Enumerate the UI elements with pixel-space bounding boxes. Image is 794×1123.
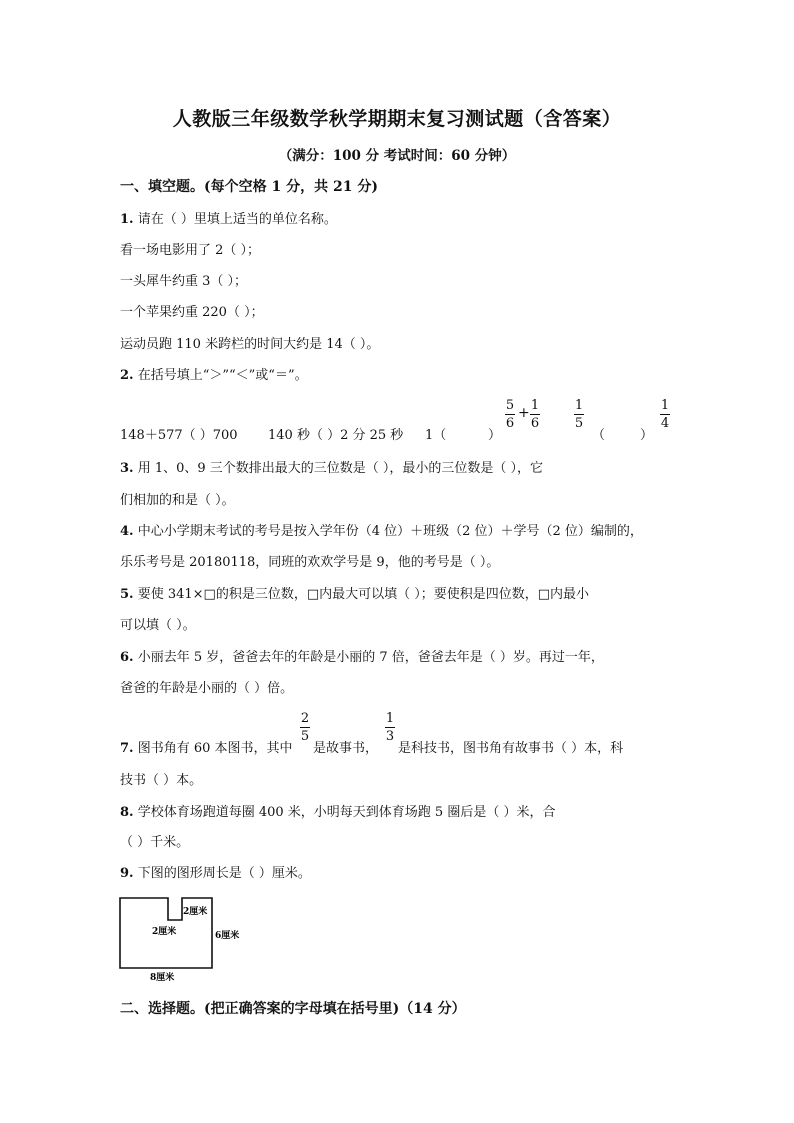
- question-5-number: 5.: [120, 587, 134, 602]
- question-1-line-1: 看一场电影用了 2（ ）；: [120, 243, 261, 258]
- question-2: [120, 364, 308, 383]
- question-7-part-c: 是科技书，图书角有故事书（ ）本，科: [398, 741, 624, 756]
- question-1-line-3: 一个苹果约重 220（ ）；: [120, 305, 264, 320]
- fraction-5-6: [505, 398, 515, 431]
- fraction-denominator: 6: [505, 416, 515, 431]
- question-2-expr-3-lead: 1（: [425, 428, 447, 443]
- question-9-text: 下图的图形周长是（ ）厘米。: [137, 866, 311, 881]
- question-2-expr-2: 140 秒（ ）2 分 25 秒: [268, 428, 404, 443]
- label-top-notch: 2厘米: [183, 907, 208, 917]
- question-5-line-1: [120, 583, 589, 602]
- question-6-line-2: 爸爸的年龄是小丽的（ ）倍。: [120, 681, 294, 696]
- label-right-side: 6厘米: [215, 931, 240, 941]
- fraction-bar: [385, 727, 395, 728]
- section-1-heading: 一、填空题。(每个空格 1 分，共 21 分): [120, 179, 378, 195]
- question-9: [120, 862, 311, 881]
- page-title: 人教版三年级数学秋学期期末复习测试题（含答案）: [172, 108, 622, 130]
- question-8-line-1: [120, 801, 555, 820]
- fraction-numerator: 5: [505, 398, 515, 413]
- question-3-line-2: 们相加的和是（ ）。: [120, 493, 235, 508]
- question-8-text: 学校体育场跑道每圈 400 米，小明每天到体育场跑 5 圈后是（ ）米，合: [137, 805, 556, 820]
- label-inner-depth: 2厘米: [152, 927, 177, 937]
- question-7-number: 7.: [120, 741, 134, 756]
- section-2-heading: 二、选择题。(把正确答案的字母填在括号里)（14 分）: [120, 1001, 466, 1017]
- question-1-line-2: 一头犀牛约重 3（ ）；: [120, 274, 248, 289]
- fraction-bar: [574, 414, 584, 415]
- question-8-number: 8.: [120, 805, 134, 820]
- question-4-line-1: [120, 520, 643, 539]
- question-7-text-a: 图书角有 60 本图书，其中: [137, 741, 293, 756]
- question-1-line-4: 运动员跑 110 米跨栏的时间大约是 14（ ）。: [120, 337, 380, 352]
- fraction-denominator: 5: [574, 416, 584, 431]
- fraction-bar: [505, 414, 515, 415]
- fraction-bar: [660, 414, 670, 415]
- question-3-line-1: [120, 457, 543, 476]
- question-6-line-1: [120, 646, 604, 665]
- question-2-expr-3-close: ）: [488, 428, 502, 443]
- label-bottom: 8厘米: [150, 973, 175, 983]
- fraction-numerator: 1: [574, 398, 584, 413]
- question-6-number: 6.: [120, 650, 134, 665]
- question-2-text: 在括号填上“＞”“＜”或“＝”。: [137, 368, 308, 383]
- question-7-part-b: 是故事书，: [313, 741, 379, 756]
- fraction-denominator: 5: [300, 729, 310, 744]
- fraction-1-3: [385, 711, 395, 744]
- question-6-text: 小丽去年 5 岁，爸爸去年的年龄是小丽的 7 倍，爸爸去年是（ ）岁。再过一年，: [137, 650, 604, 665]
- question-5-line-2: 可以填（ ）。: [120, 618, 196, 633]
- question-9-number: 9.: [120, 866, 134, 881]
- question-3-text: 用 1、0、9 三个数排出最大的三位数是（ ），最小的三位数是（ ），它: [137, 461, 544, 476]
- fraction-numerator: 1: [530, 398, 540, 413]
- question-1-number: 1.: [120, 212, 134, 227]
- fraction-denominator: 6: [530, 416, 540, 431]
- fraction-1-5: [574, 398, 584, 431]
- question-1-text: 请在（ ）里填上适当的单位名称。: [137, 212, 337, 227]
- question-5-text: 要使 341×□的积是三位数，□内最大可以填（ ）；要使积是四位数，□内最小: [137, 587, 590, 602]
- question-3-number: 3.: [120, 461, 134, 476]
- question-7-part-a: [120, 737, 293, 756]
- question-1: [120, 208, 337, 227]
- question-2-paren-close: ）: [640, 428, 654, 443]
- question-2-paren-open: （: [592, 428, 606, 443]
- fraction-denominator: 3: [385, 729, 395, 744]
- question-7-line-2: 技书（ ）本。: [120, 773, 203, 788]
- fraction-numerator: 1: [385, 711, 395, 726]
- fraction-2-5: [300, 711, 310, 744]
- fraction-numerator: 1: [660, 398, 670, 413]
- question-4-line-2: 乐乐考号是 20180118，同班的欢欢学号是 9，他的考号是（ ）。: [120, 555, 500, 570]
- perimeter-figure: [110, 890, 260, 985]
- fraction-numerator: 2: [300, 711, 310, 726]
- fraction-bar: [300, 727, 310, 728]
- page-subtitle: （满分：100 分 考试时间：60 分钟）: [278, 148, 516, 164]
- question-4-number: 4.: [120, 524, 134, 539]
- question-4-text: 中心小学期末考试的考号是按入学年份（4 位）＋班级（2 位）＋学号（2 位）编制的，: [137, 524, 643, 539]
- fraction-denominator: 4: [660, 416, 670, 431]
- fraction-bar: [530, 414, 540, 415]
- plus-sign: +: [518, 405, 530, 421]
- fraction-1-4: [660, 398, 670, 431]
- fraction-1-6: [530, 398, 540, 431]
- question-2-number: 2.: [120, 368, 134, 383]
- question-2-expr-1: 148＋577（ ）700: [120, 428, 238, 443]
- question-8-line-2: （ ）千米。: [120, 835, 190, 850]
